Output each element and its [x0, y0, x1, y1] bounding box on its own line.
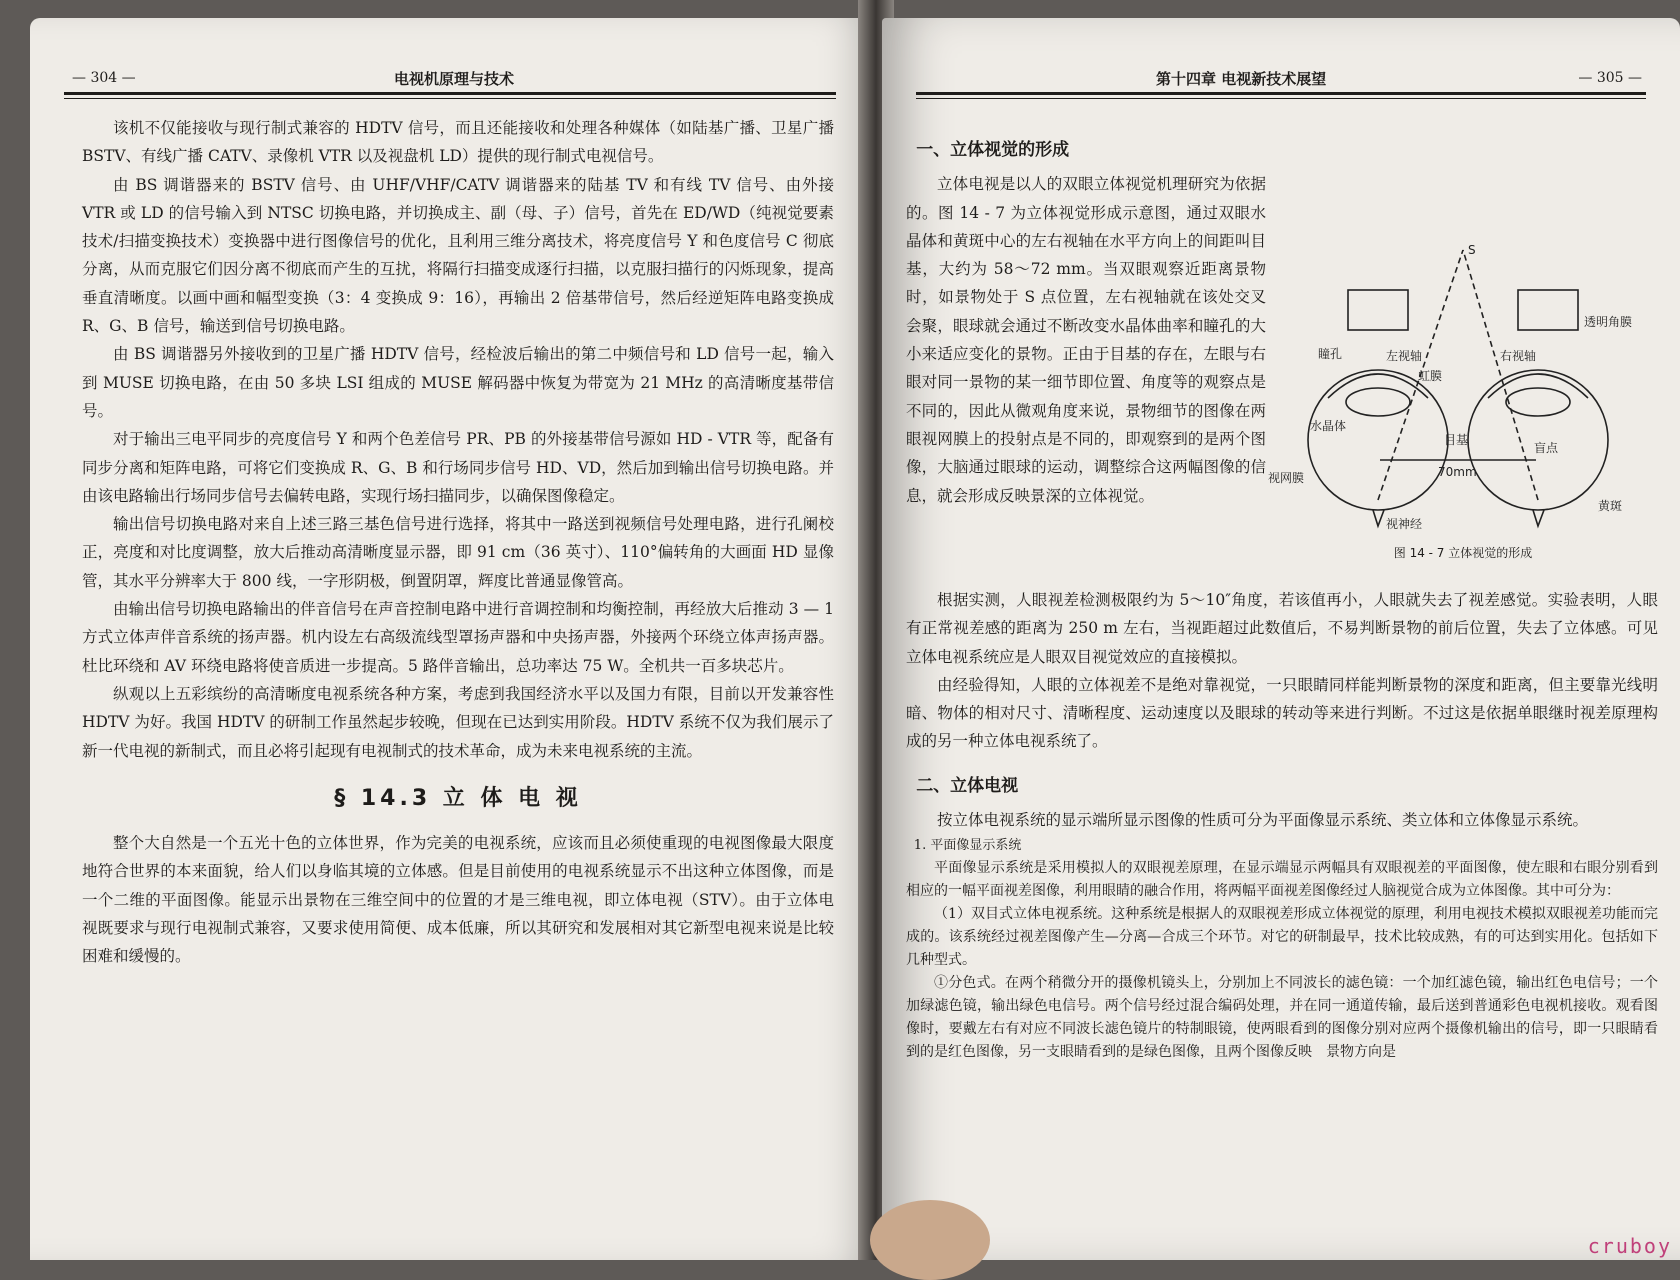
- header-rule: [64, 92, 836, 95]
- right-optic-nerve: [1533, 510, 1544, 526]
- heading-formation: 一、立体视觉的形成: [916, 140, 1070, 160]
- paragraph: 由 BS 调谐器另外接收到的卫星广播 HDTV 信号，经检波后输出的第二中频信号和 LD 信号一起，输入到 MUSE 切换电路，在由 50 多块 LSI 组成的 MUSE 解码器中恢复为带宽为 21 MHz 的高清晰度基带信号。: [82, 345, 834, 420]
- header-rule-thin: [64, 98, 836, 99]
- label-baseline: 目基: [1444, 433, 1469, 447]
- paragraph: 按立体电视系统的显示端所显示图像的性质可分为平面像显示系统、类立体和立体像显示系统。: [937, 811, 1589, 830]
- finger: [870, 1200, 990, 1280]
- paragraph: 该机不仅能接收与现行制式兼容的 HDTV 信号，而且还能接收和处理各种媒体（如陆基广播、卫星广播 BSTV、有线广播 CATV、录像机 VTR 以及视盘机 LD）提供的现行制式电视信号。: [82, 119, 834, 166]
- figure-stereo-vision: [1268, 230, 1658, 570]
- left-eyeball: [1308, 370, 1448, 510]
- left-lens: [1346, 388, 1410, 416]
- right-page: [882, 18, 1680, 1260]
- paragraph: 对于输出三电平同步的亮度信号 Y 和两个色差信号 PR、PB 的外接基带信号源如 HD - VTR 等，配备有同步分离和矩阵电路，可将它们变换成 R、G、B 和行场同步信号 HD、VD，然后加到输出信号切换电路。并由该电路输出行场同步信号去偏转电路，实现行场扫描同步，以确保图像稳定。: [82, 430, 834, 505]
- left-page-header: [64, 58, 836, 98]
- small-text-block: [906, 834, 1658, 1064]
- watermark: cruboy: [1587, 1234, 1672, 1258]
- label-pupil: 瞳孔: [1318, 347, 1343, 361]
- label-cornea: 透明角膜: [1584, 315, 1633, 329]
- page-number: — 304 —: [72, 70, 136, 86]
- label-optic-nerve: 视神经: [1386, 517, 1423, 530]
- label-distance: 70mm: [1438, 465, 1477, 479]
- section-heading: § 14.3 立 体 电 视: [334, 785, 582, 811]
- label-macula: 黄斑: [1598, 499, 1623, 513]
- paragraph: 根据实测，人眼视差检测极限约为 5～10″角度，若该值再小，人眼就失去了视差感觉。实验表明，人眼有正常视差感的距离为 250 m 左右，当视距超过此数值后，不易判断景物的前后位置，失去了立体感。可见立体电视系统应是人眼双目视觉效应的直接模拟。: [906, 591, 1658, 666]
- heading-stereo-tv: 二、立体电视: [916, 775, 1019, 796]
- right-page-header: [916, 58, 1646, 98]
- label-right-axis: 右视轴: [1500, 349, 1537, 363]
- right-lens: [1506, 388, 1570, 416]
- left-page-body: [82, 114, 834, 971]
- figure-caption: 图 14 - 7 立体视觉的形成: [1393, 546, 1533, 560]
- eye-diagram: [1268, 230, 1658, 530]
- header-rule: [916, 92, 1646, 95]
- running-title: 第十四章 电视新技术展望: [1156, 70, 1327, 88]
- left-object-box: [1348, 290, 1408, 330]
- label-retina: 视网膜: [1268, 471, 1305, 485]
- paragraph: 输出信号切换电路对来自上述三路三基色信号进行选择，将其中一路送到视频信号处理电路，进行孔阑校正，亮度和对比度调整，放大后推动高清晰度显示器，即 91 cm（36 英寸）、110°偏转角的大画面 HD 显像管，其水平分辨率大于 800 线，一字形阴极，倒置阴罩，辉度比普通显像管高。: [82, 515, 834, 590]
- right-cornea: [1488, 374, 1588, 398]
- label-iris: 虹膜: [1418, 369, 1443, 383]
- left-cornea: [1328, 374, 1428, 398]
- right-object-box: [1518, 290, 1578, 330]
- paragraph: ①分色式。在两个稍微分开的摄像机镜头上，分别加上不同波长的滤色镜：一个加红滤色镜，输出红色电信号；一个加绿滤色镜，输出绿色电信号。两个信号经过混合编码处理，并在同一通道传输，最后送到普通彩色电视机接收。观看图像时，要戴左右有对应不同波长滤色镜片的特制眼镜，使两眼看到的图像分别对应两个摄像机输出的信号，即一只眼睛看到的是红色图像，另一支眼睛看到的是绿色图像，且两个图像反映 景物方向是: [906, 975, 1658, 1061]
- right-eyeball: [1468, 370, 1608, 510]
- left-optic-nerve: [1373, 510, 1384, 526]
- label-s: S: [1468, 243, 1476, 257]
- heading-flat-display: 1. 平面像显示系统: [913, 838, 1022, 854]
- paragraph: 纵观以上五彩缤纷的高清晰度电视系统各种方案，考虑到我国经济水平以及国力有限，目前以开发兼容性 HDTV 为好。我国 HDTV 的研制工作虽然起步较晚，但现在已达到实用阶段。HDTV 系统不仅为我们展示了新一代电视的新制式，而且必将引起现有电视制式的技术革命，成为未来电视系统的主流。: [82, 684, 834, 760]
- paragraph: 平面像显示系统是采用模拟人的双眼视差原理，在显示端显示两幅具有双眼视差的平面图像，使左眼和右眼分别看到相应的一幅平面视差图像，利用眼睛的融合作用，将两幅平面视差图像经过人脑视觉合成为立体图像。其中可分为：: [906, 860, 1658, 900]
- label-lens: 水晶体: [1310, 419, 1347, 433]
- running-title: 电视机原理与技术: [394, 70, 515, 88]
- right-page-body-top: [906, 130, 1266, 510]
- page-number: — 305 —: [1578, 70, 1642, 86]
- label-blind-spot: 盲点: [1534, 441, 1559, 455]
- left-page: [30, 18, 870, 1260]
- paragraph: 由输出信号切换电路输出的伴音信号在声音控制电路中进行音调控制和均衡控制，再经放大后推动 3 — 1 方式立体声伴音系统的扬声器。机内设左右高级流线型罩扬声器和中央扬声器，外接两个环绕立体声扬声器。杜比环绕和 AV 环绕电路将使音质进一步提高。5 路伴音输出，总功率达 75 W。全机共一百多块芯片。: [82, 600, 834, 675]
- right-page-body-bottom: [906, 586, 1658, 1064]
- header-rule-thin: [916, 98, 1646, 99]
- paragraph: 由 BS 调谐器来的 BSTV 信号、由 UHF/VHF/CATV 调谐器来的陆基 TV 和有线 TV 信号、由外接 VTR 或 LD 的信号输入到 NTSC 切换电路，并切换成主、副（母、子）信号，首先在 ED/WD（纯视觉要素技术/扫描变换技术）变换器中进行图像信号的优化，且利用三维分离技术，将亮度信号 Y 和色度信号 C 彻底分离，从而克服它们因分离不彻底而产生的互扰，将隔行扫描变成逐行扫描，以克服扫描行的闪烁现象，提高垂直清晰度。以画中画和幅型变换（3：4 变换成 9：16），再输出 2 倍基带信号，然后经逆矩阵电路变换成 R、G、B 信号，输送到信号切换电路。: [82, 175, 834, 336]
- label-left-axis: 左视轴: [1386, 349, 1423, 363]
- paragraph: 立体电视是以人的双眼立体视觉机理研究为依据的。图 14 - 7 为立体视觉形成示意图，通过双眼水晶体和黄斑中心的左右视轴在水平方向上的间距叫目基，大约为 58～72 mm。当双眼观察近距离景物时，如景物处于 S 点位置，左右视轴就在该处交叉会聚，眼球就会通过不断改变水晶体曲率和瞳孔的大小来适应变化的景物。正由于目基的存在，左眼与右眼对同一景物的某一细节即位置、角度等的观察点是不同的，因此从微观角度来说，景物细节的图像在两眼视网膜上的投射点是不同的，即观察到的是两个图像，大脑通过眼球的运动，调整综合这两幅图像的信息，就会形成反映景深的立体视觉。: [906, 175, 1266, 505]
- paragraph: 由经验得知，人眼的立体视差不是绝对靠视觉，一只眼睛同样能判断景物的深度和距离，但主要靠光线明暗、物体的相对尺寸、清晰程度、运动速度以及眼球的转动等来进行判断。不过这是依据单眼继时视差原理构成的另一种立体电视系统了。: [906, 675, 1658, 751]
- paragraph: 整个大自然是一个五光十色的立体世界，作为完美的电视系统，应该而且必须使重现的电视图像最大限度地符合世界的本来面貌，给人们以身临其境的立体感。但是目前使用的电视系统显示不出这种立体图像，而是一个二维的平面图像。能显示出景物在三维空间中的位置的才是三维电视，即立体电视（STV）。由于立体电视既要求与现行电视制式兼容，又要求使用简便、成本低廉，所以其研究和发展相对其它新型电视来说是比较困难和缓慢的。: [82, 834, 834, 966]
- paragraph: （1）双目式立体电视系统。这种系统是根据人的双眼视差形成立体视觉的原理，利用电视技术模拟双眼视差功能而完成的。该系统经过视差图像产生—分离—合成三个环节。对它的研制最早，技术比较成熟，有的可达到实用化。包括如下几种型式。: [906, 906, 1658, 969]
